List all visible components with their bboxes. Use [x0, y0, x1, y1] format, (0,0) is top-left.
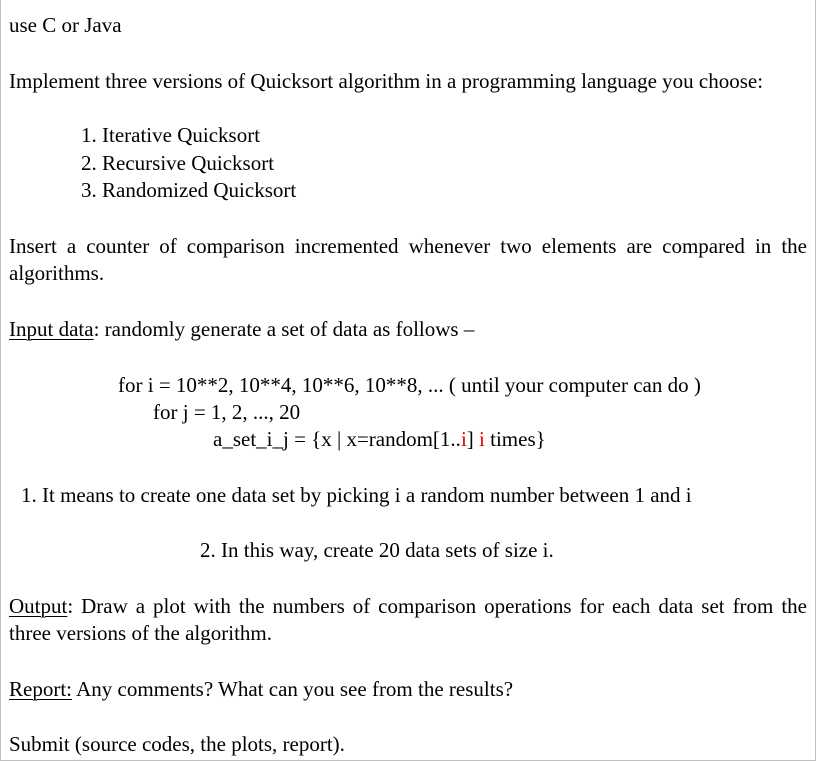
version-item: 1. Iterative Quicksort: [81, 123, 261, 147]
output-label: Output: [9, 594, 68, 618]
input-data-label: Input data: [9, 317, 94, 341]
set-times-i: i: [479, 427, 485, 451]
output-text: : Draw a plot with the numbers of comparison operations for each data set from the three versions of the algorithm.: [9, 594, 807, 645]
submit-line: Submit (source codes, the plots, report).: [9, 732, 345, 756]
set-mid: ]: [466, 427, 480, 451]
report-label: Report:: [9, 677, 72, 701]
loop-j-line: for j = 1, 2, ..., 20: [153, 400, 301, 424]
note-2: 2. In this way, create 20 data sets of size i.: [200, 538, 554, 562]
report-line: [9, 676, 513, 702]
input-data-text: : randomly generate a set of data as follows –: [93, 317, 475, 341]
set-prefix: a_set_i_j = {x | x=random[1..: [213, 427, 461, 451]
counter-paragraph: Insert a counter of comparison incremented whenever two elements are compared in the algorithms.: [9, 234, 807, 285]
language-note: use C or Java: [9, 13, 122, 37]
output-paragraph: [9, 593, 807, 647]
report-text: Any comments? What can you see from the results?: [72, 677, 514, 701]
loop-i-line: for i = 10**2, 10**4, 10**6, 10**8, ... ( until your computer can do ): [118, 373, 701, 397]
version-item: 2. Recursive Quicksort: [81, 151, 275, 175]
note-1: 1. It means to create one data set by picking i a random number between 1 and i: [21, 483, 692, 507]
version-item: 3. Randomized Quicksort: [81, 178, 297, 202]
set-definition-line: [213, 426, 546, 452]
input-data-line: [9, 316, 474, 342]
set-suffix: times}: [484, 427, 546, 451]
set-range-i: i: [460, 427, 467, 451]
intro-paragraph: Implement three versions of Quicksort algorithm in a programming language you choose:: [9, 69, 764, 93]
